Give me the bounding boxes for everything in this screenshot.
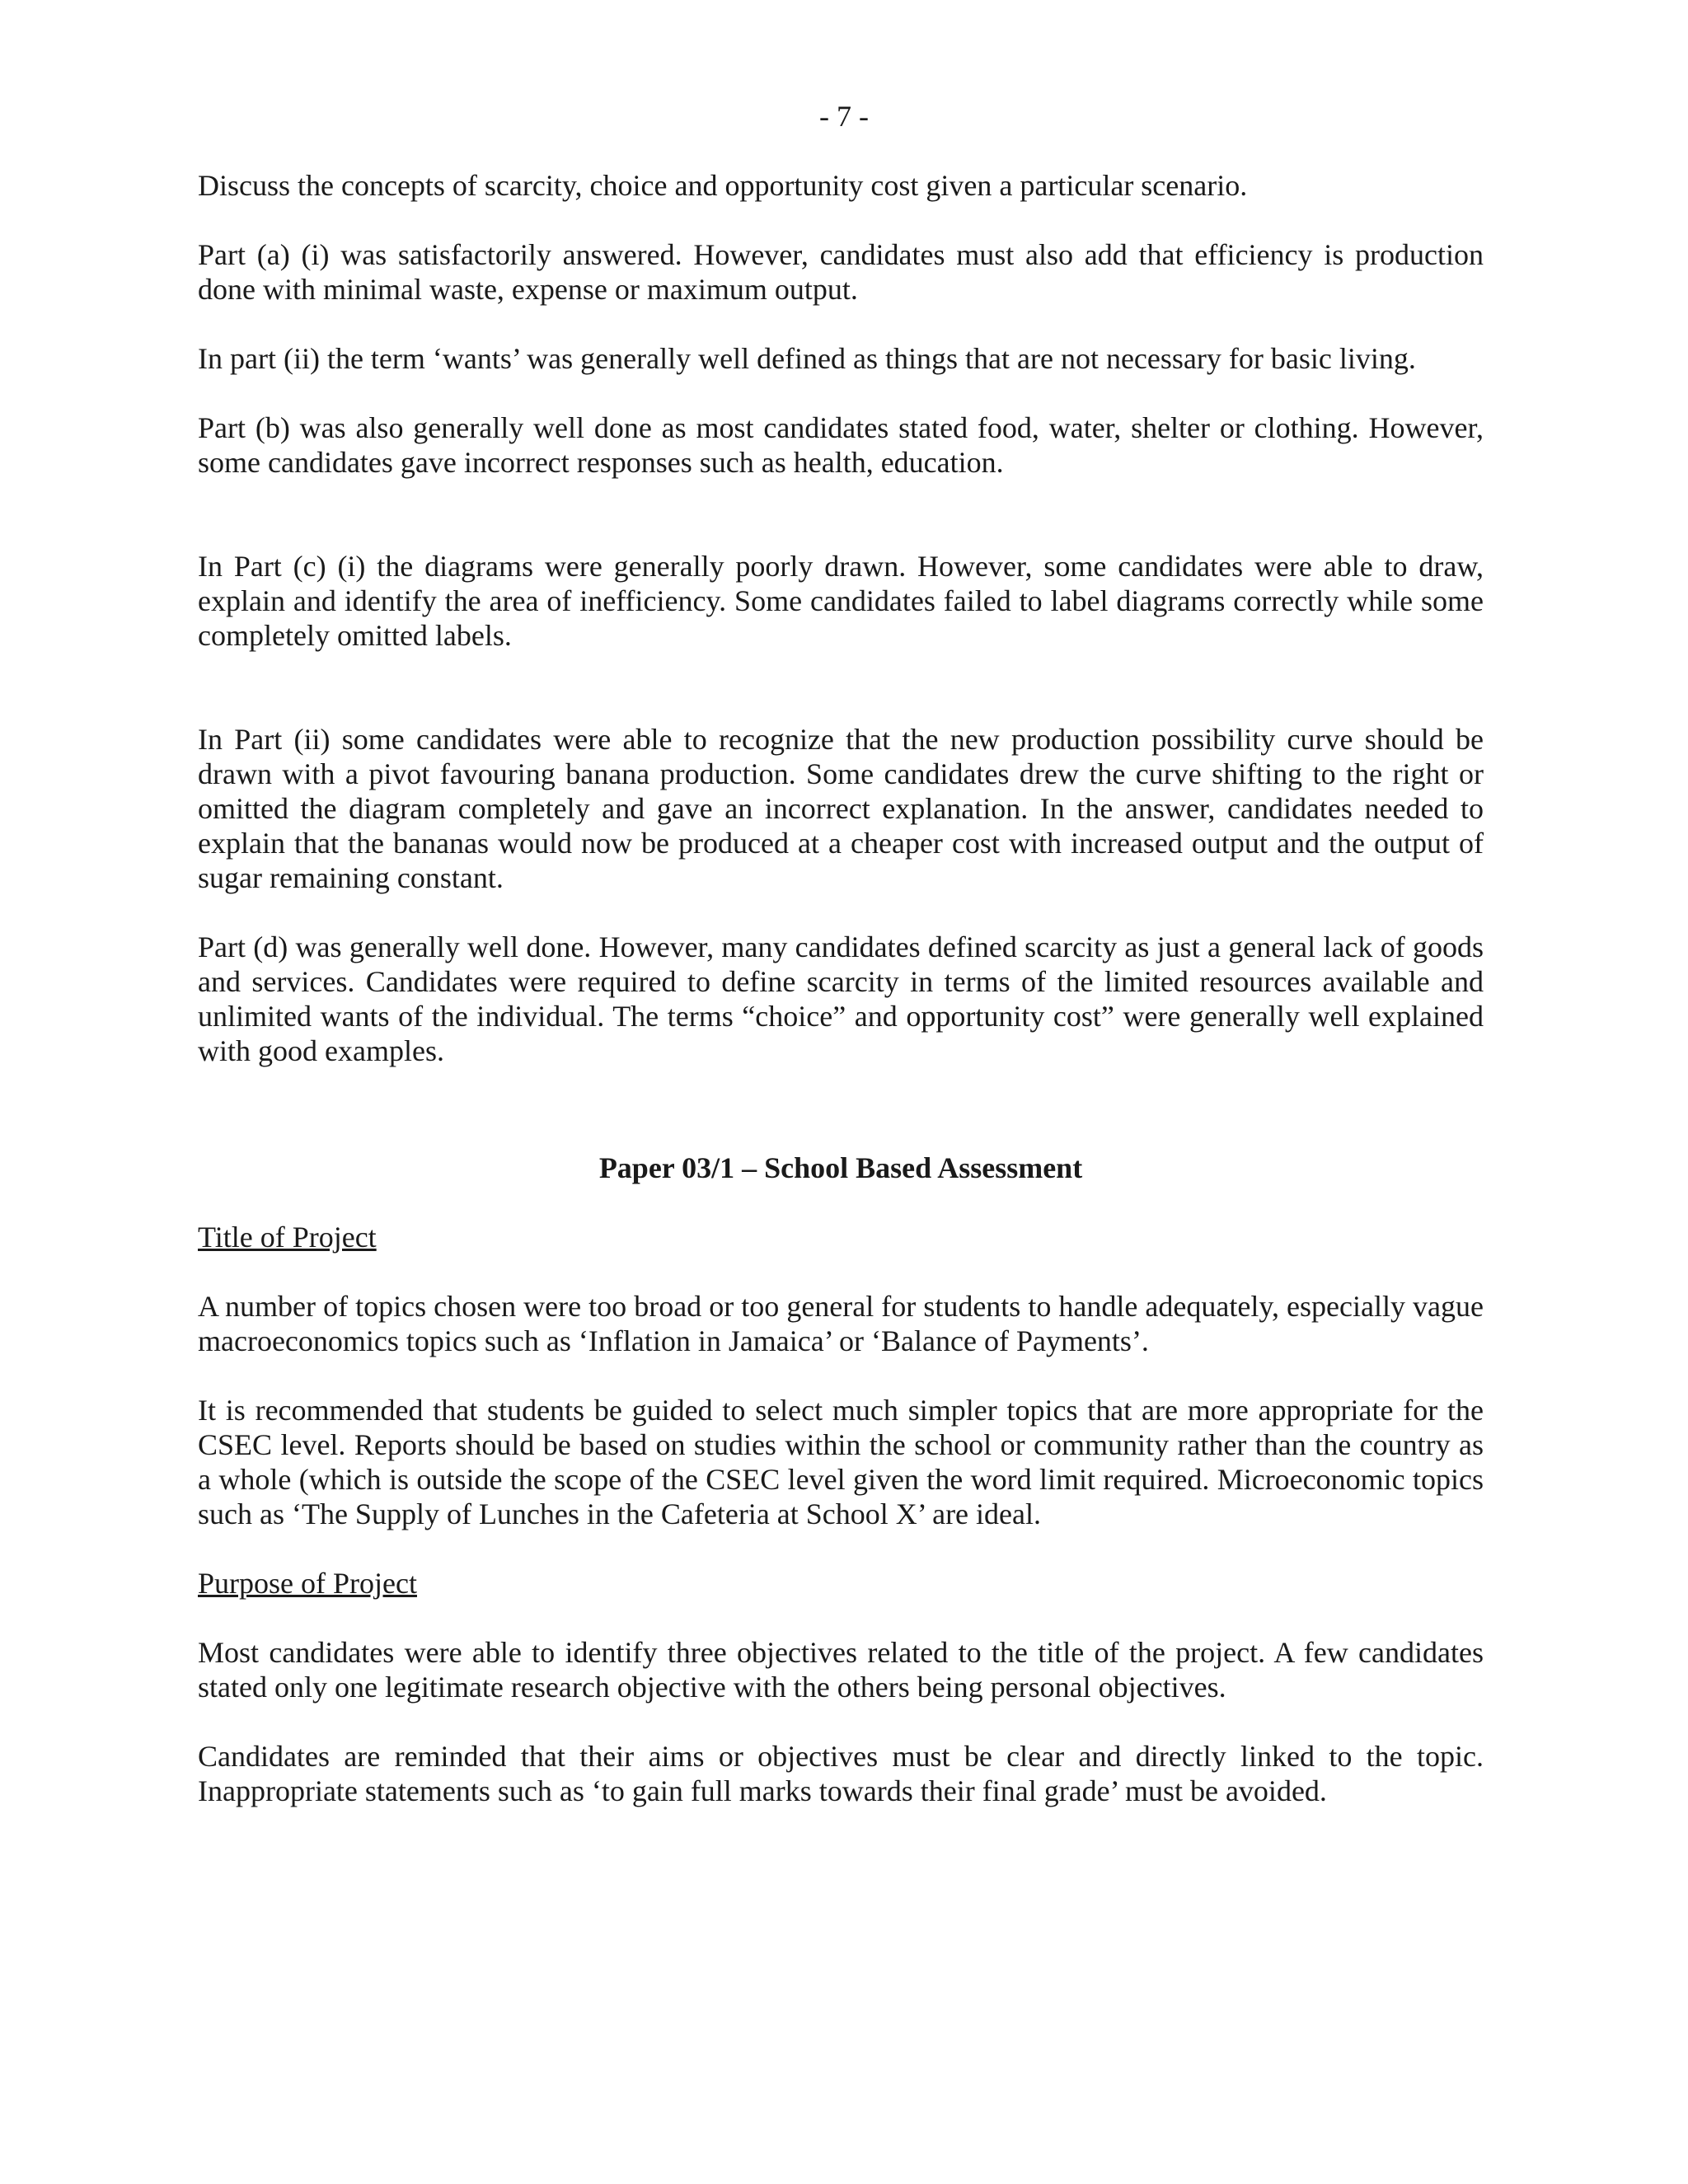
part-a-ii-paragraph: In part (ii) the term ‘wants’ was generally well defined as things that are not necessary for basic living.: [198, 342, 1416, 375]
purpose-of-project-heading: Purpose of Project: [198, 1567, 417, 1600]
part-c-i-paragraph: In Part (c) (i) the diagrams were generally poorly drawn. However, some candidates were able to draw, explain and identify the area of inefficiency. Some candidates failed to label diagrams correctly while some completely omitted labels.: [198, 550, 1484, 652]
part-a-i-paragraph: Part (a) (i) was satisfactorily answered. However, candidates must also add that efficiency is production done with minimal waste, expense or maximum output.: [198, 238, 1484, 306]
purpose-paragraph-1: Most candidates were able to identify three objectives related to the title of the project. A few candidates stated only one legitimate research objective with the others being personal objectives.: [198, 1636, 1484, 1704]
intro-paragraph: Discuss the concepts of scarcity, choice and opportunity cost given a particular scenario.: [198, 169, 1248, 202]
part-c-ii-paragraph: In Part (ii) some candidates were able to recognize that the new production possibility curve should be drawn with a pivot favouring banana production. Some candidates drew the curve shifting to the right or omitted the diagram completely and gave an incorrect explanation. In the answer, candidates needed to explain that the bananas would now be produced at a cheaper cost with increased output and the output of sugar remaining constant.: [198, 723, 1484, 894]
page-number: - 7 -: [819, 100, 869, 133]
part-d-paragraph: Part (d) was generally well done. However, many candidates defined scarcity as just a general lack of goods and services. Candidates were required to define scarcity in terms of the limited resources available and unlimited wants of the individual. The terms “choice” and opportunity cost” were generally well explained with good examples.: [198, 930, 1484, 1067]
part-b-paragraph: Part (b) was also generally well done as most candidates stated food, water, shelter or clothing. However, some candidates gave incorrect responses such as health, education.: [198, 411, 1484, 479]
purpose-paragraph-2: Candidates are reminded that their aims or objectives must be clear and directly linked to the topic. Inappropriate statements such as ‘to gain full marks towards their final grade’ must be avoided.: [198, 1740, 1484, 1807]
title-paragraph-1: A number of topics chosen were too broad or too general for students to handle adequately, especially vague macroeconomics topics such as ‘Inflation in Jamaica’ or ‘Balance of Payments’.: [198, 1290, 1484, 1357]
page-content: [198, 168, 1484, 1843]
title-of-project-heading: Title of Project: [198, 1221, 377, 1254]
title-paragraph-2: It is recommended that students be guided to select much simpler topics that are more appropriate for the CSEC level. Reports should be based on studies within the school or community rather than the country as a whole (which is outside the scope of the CSEC level given the word limit required. Microeconomic topics such as ‘The Supply of Lunches in the Cafeteria at School X’ are ideal.: [198, 1394, 1484, 1530]
section-heading: Paper 03/1 – School Based Assessment: [598, 1151, 1083, 1184]
